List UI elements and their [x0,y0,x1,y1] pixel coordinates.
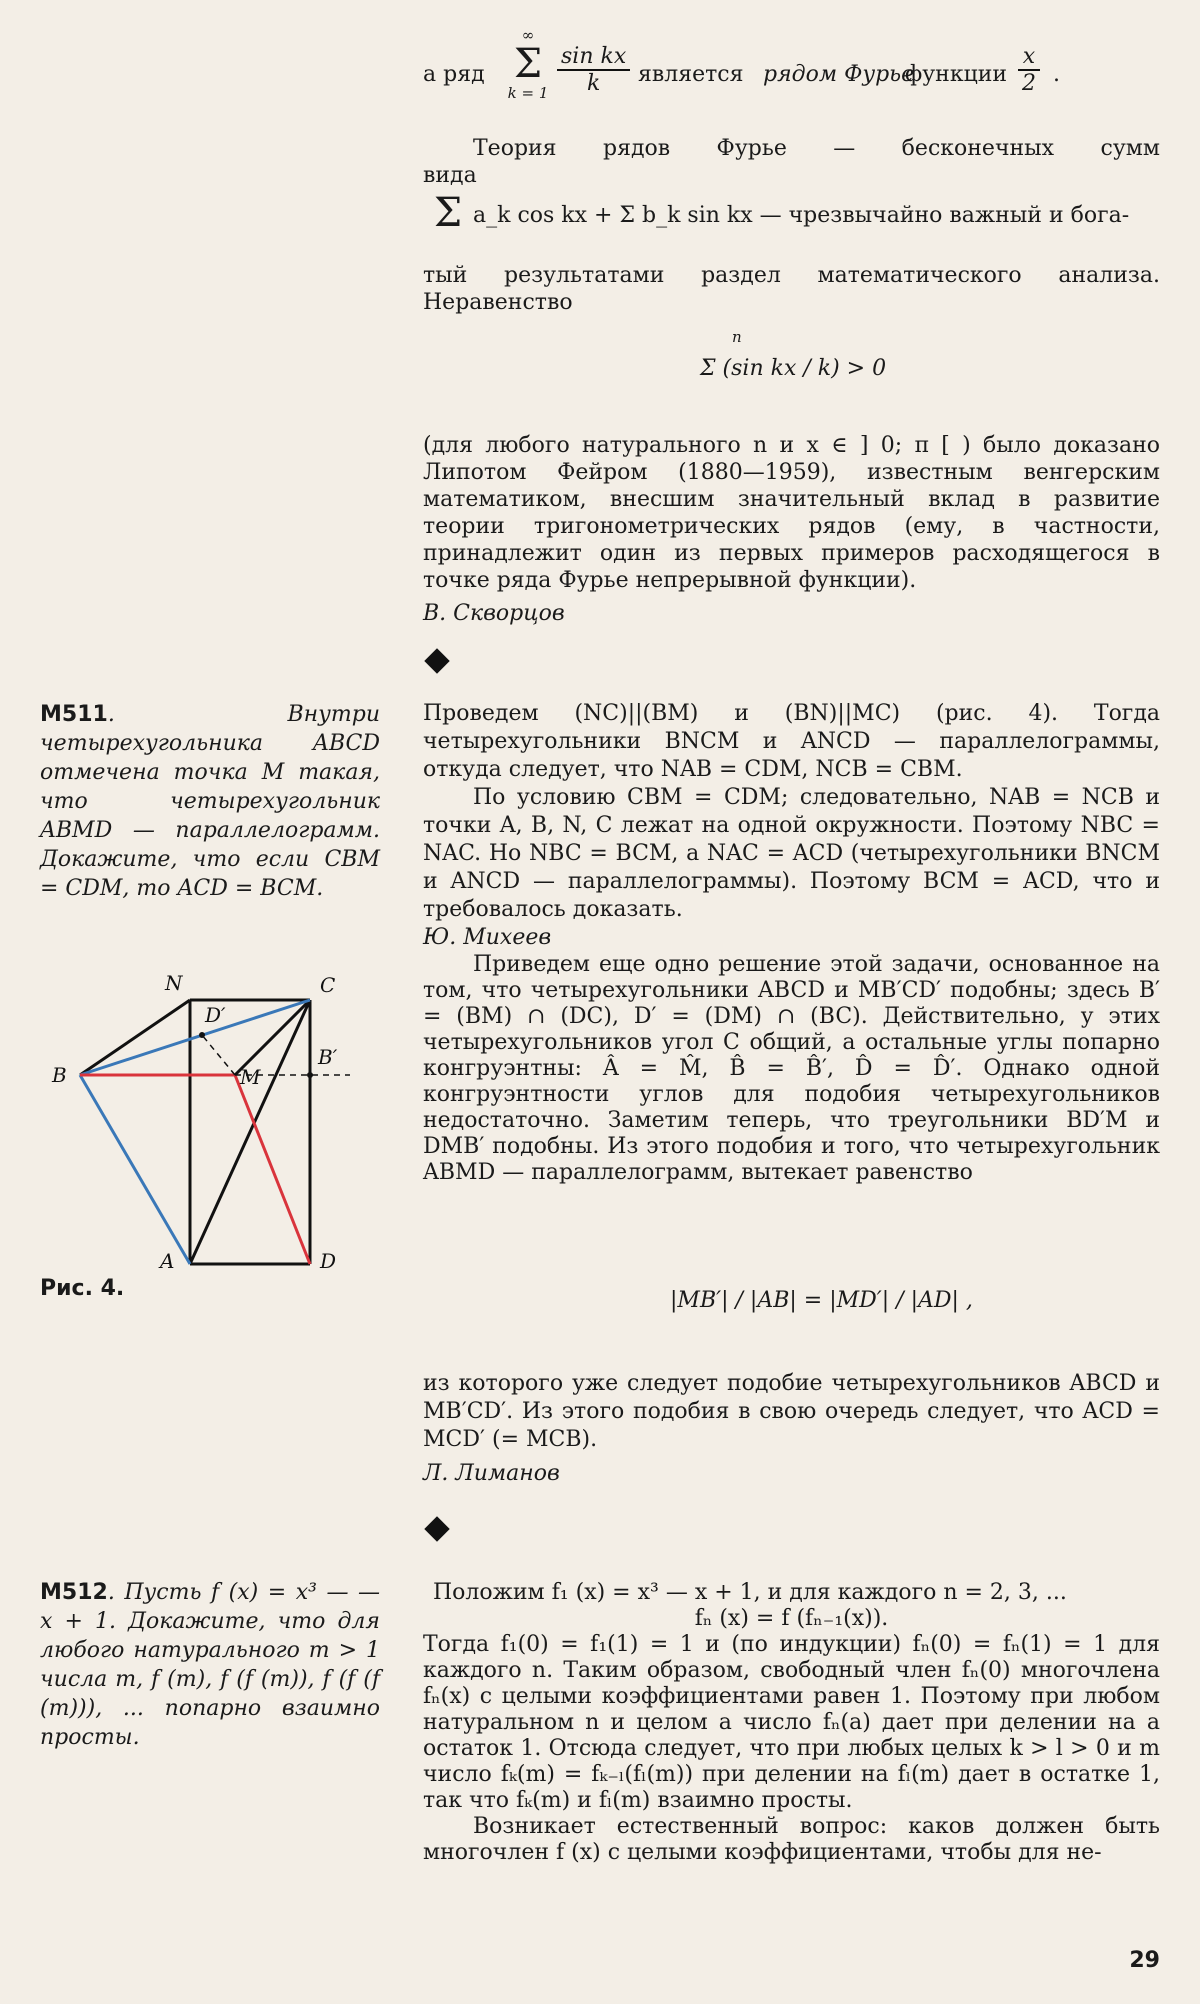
m511-solution-1-p1: Проведем (NC)||(BM) и (BN)||MC) (рис. 4). Тогда четырехугольники BNCM и ANCD — параллелограммы, откуда следует, что NAB = CDM, NCB = CBM. [423,701,1160,782]
sin-fraction: $\frac{\text{sin kx}}{k}$ [557,44,630,96]
label-a: A [160,1249,175,1270]
m512-problem [40,1578,380,1752]
intro-paragraph-3: (для любого натурального n и x ∈ ] 0; π [ ) было доказано Липотом Фейром (1880—1959), известным венгерским математиком, внесшим значительный вклад в развитие теории тригонометрических рядов (ему, в частности, принадлежит один из первых примеров расходящегося в точке ряда Фурье непрерывной функции). [423,433,1160,593]
page-number: 29 [1129,1948,1160,1973]
m511-problem-text: . Внутри четырехугольника ABCD отмечена точка M такая, что четырехугольник ABMD — параллелограмм. Докажите, что если CBM = CDM, то ACD = BCM. [40,702,380,901]
m511-solution-2-p1: Приведем еще одно решение этой задачи, основанное на том, что четырехугольники ABCD и MB′CD′ подобны; здесь B′ = (BM) ∩ (DC), D′ = (DM) ∩ (BC). Действительно, у этих четырехугольников угол C общий, а остальные углы попарно конгруэнтны: Â = M̂, B̂ = B̂′, D̂ = D̂′. Однако одной конгруэнтности углов для подобия четырехугольников недостаточно. Заметим теперь, что треугольники BD′M и DMB′ подобны. Из этого подобия и того, что четырехугольник ABMD — параллелограмм, вытекает равенство [423,952,1160,1185]
segment-ac [190,1000,310,1264]
label-b-prime: B′ [318,1045,338,1069]
sum-lower-limit: k = 1 [507,84,549,102]
m511-solution-2-p2: из которого уже следует подобие четырехугольников ABCD и MB′CD′. Из этого подобия в свою очередь следует, что ACD = MCD′ (= MCB). [423,1371,1160,1452]
label-n: N [165,971,183,995]
signature-limanov: Л. Лиманов [423,1461,560,1486]
m511-solution-1-p2: По условию CBM = CDM; следовательно, NAB = NCB и точки A, B, N, C лежат на одной окружности. Поэтому NBC = NAC. Но NBC = BCM, а NAC = ACD (четырехугольники BNCM и ANCD — параллелограммы). Поэтому BCM = ACD, что и требовалось доказать. [423,785,1160,922]
m512-problem-text: . Пусть f (x) = x³ — — x + 1. Докажите, что для любого натурального m > 1 числа m, f (m), f (f (m)), f (f (f (m))), ... попарно взаимно просты. [40,1580,380,1750]
point-d-prime [199,1032,205,1038]
label-m: M [240,1065,261,1089]
ratio-equation: |MB′| / |AB| = |MD′| / |AD| , [670,1288,973,1313]
segment-bc [80,1000,310,1075]
sigma-symbol: Σ [513,41,543,87]
m512-label: М512 [40,1580,108,1605]
intro-pre: а ряд [423,62,485,87]
signature-skvortsov: В. Скворцов [423,601,565,626]
inequality-text: Σ (sin kx / k) > 0 [700,356,887,381]
series-text: a_k cos kx + Σ b_k sin kx — чрезвычайно важный и бога- [473,203,1130,228]
label-c: C [320,973,336,997]
ineq-upper-limit: n [732,328,742,346]
m511-label: М511 [40,702,108,727]
intro-paragraph-1: Теория рядов Фурье — бесконечных сумм вида [423,136,1160,188]
inequality-formula [700,328,1000,408]
sigma-symbol-2: Σ [433,190,463,236]
m511-problem [40,700,380,903]
section-divider-diamond-2 [424,1516,449,1541]
figure-4-quadrilateral [40,960,370,1270]
series-formula [423,175,1160,255]
segment-md [235,1075,310,1264]
fourier-term: рядом Фурье [763,62,915,87]
half-fraction: $\frac{x}{2}$ [1018,44,1040,96]
figure-caption: Рис. 4. [40,1276,125,1301]
m512-solution-p2: Возникает естественный вопрос: каков должен быть многочлен f (x) с целыми коэффициентами, чтобы для не- [423,1814,1160,1865]
label-d-prime: D′ [205,1003,226,1027]
sum-upper-limit: ∞ [521,26,535,44]
label-d: D [320,1249,337,1270]
segment-md-prime [202,1035,235,1075]
label-b: B [52,1063,67,1087]
point-b-prime [307,1072,313,1078]
section-divider-diamond [424,648,449,673]
segment-bn [80,1000,190,1075]
segment-ba [80,1075,190,1264]
signature-mikheev: Ю. Михеев [423,925,552,950]
m512-solution-line-2: fₙ (x) = f (fₙ₋₁(x)). [694,1606,889,1631]
m512-solution-line-1: Положим f₁ (x) = x³ — x + 1, и для каждого n = 2, 3, ... [433,1580,1067,1605]
m512-solution-p1: Тогда f₁(0) = f₁(1) = 1 и (по индукции) fₙ(0) = fₙ(1) = 1 для каждого n. Таким образом, свободный член fₙ(0) многочлена fₙ(x) с целыми коэффициентами равен 1. Поэтому при любом натуральном n и целом a число fₙ(a) дает при делении на a остаток 1. Отсюда следует, что при любых целых k > l > 0 и m число fₖ(m) = fₖ₋ₗ(fₗ(m)) при делении на fₗ(m) дает в остатке 1, так что fₖ(m) и fₗ(m) взаимно просты. [423,1632,1160,1813]
intro-paragraph-2: тый результатами раздел математического анализа. Неравенство [423,263,1160,315]
intro-post: функции [905,62,1008,87]
fourier-series-line: а ряд ∞ Σ k = 1 $\frac{\text{sin kx}}{k}$ является рядом Фурье функции $\frac{x}{2}$ . [423,26,1060,102]
intro-mid: является [638,62,744,87]
